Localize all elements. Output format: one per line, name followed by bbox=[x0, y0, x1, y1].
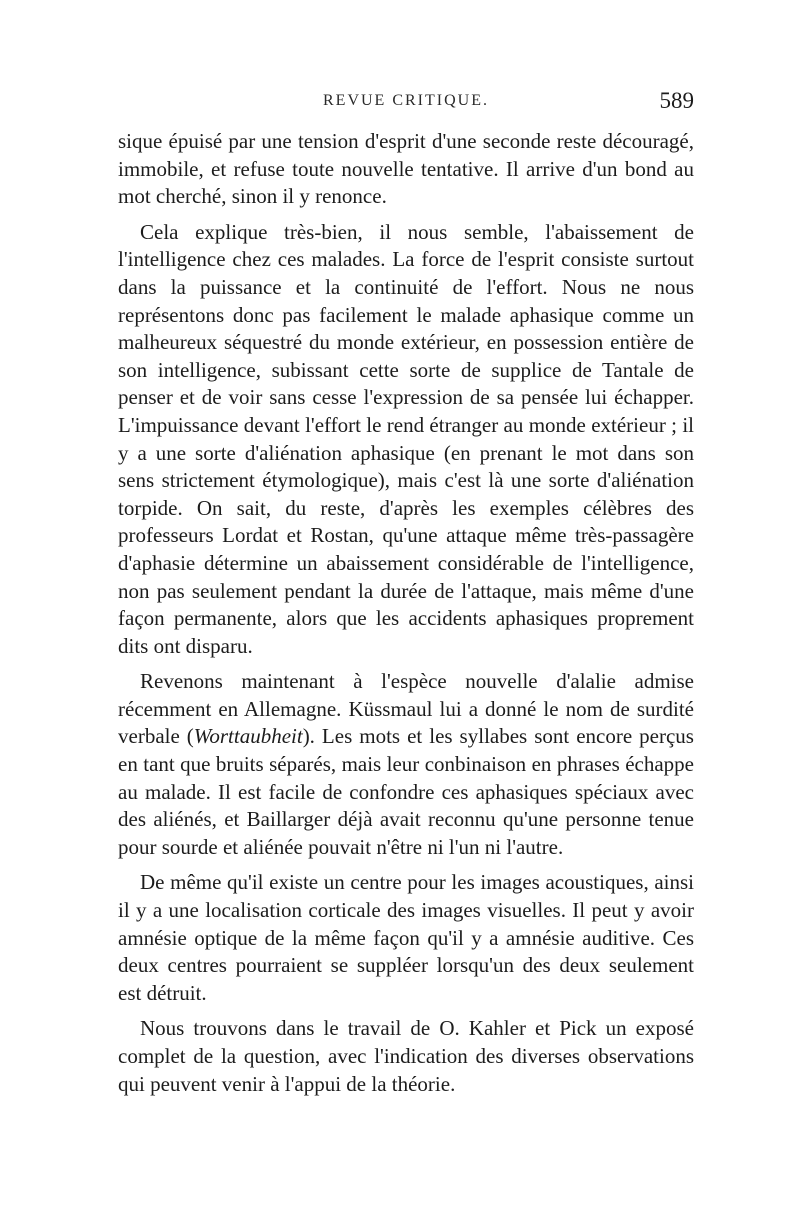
italic-term: Worttaubheit bbox=[193, 724, 303, 749]
paragraph-images-visuelles: De même qu'il existe un centre pour les images acoustiques, ainsi il y a une localisation corticale des images visuelles. Il peut y avoir amnésie optique de la même façon qu'il y a amnésie auditive. Ces deux centres pourraient se suppléer lorsqu'un des deux seulement est détruit. bbox=[118, 870, 694, 1005]
paragraph-text-before: Revenons maintenant à l'espèce nouvelle d'alalie admise récemment en Allemagne. Küssmaul lui a donné le nom de surdité verbale ( bbox=[118, 669, 694, 749]
page-number: 589 bbox=[659, 88, 694, 113]
paragraph-kahler-pick: Nous trouvons dans le travail de O. Kahler et Pick un exposé complet de la question, avec l'indication des diverses observations qui peuvent venir à l'appui de la théorie. bbox=[118, 1016, 694, 1096]
running-head bbox=[118, 88, 694, 122]
body-text bbox=[118, 128, 694, 1098]
paragraph-text-after: ). Les mots et les syllabes sont encore perçus en tant que bruits séparés, mais leur conbinaison en phrases échappe au malade. Il est facile de confondre ces aphasiques spéciaux avec des aliénés, et Baillarger déjà avait reconnu qu'une personne tenue pour sourde et aliénée pouvait n'être ni l'un ni l'autre. bbox=[118, 724, 694, 859]
paragraph-continued: sique épuisé par une tension d'esprit d'une seconde reste découragé, immobile, et refuse toute nouvelle tentative. Il arrive d'un bond au mot cherché, sinon il y renonce. bbox=[118, 129, 694, 209]
paragraph-intelligence: Cela explique très-bien, il nous semble, l'abaissement de l'intelligence chez ces malades. La force de l'esprit consiste surtout dans la puissance et la continuité de l'effort. Nous ne nous représentons donc pas facilement le malade aphasique comme un malheureux séquestré du monde extérieur, en possession entière de son intelligence, subissant cette sorte de supplice de Tantale de penser et de voir sans cesse l'expression de sa pensée lui échapper. L'impuissance devant l'effort le rend étranger au monde extérieur ; il y a une sorte d'aliénation aphasique (en prenant le mot dans son sens strictement étymologique), mais c'est là une sorte d'aliénation torpide. On sait, du reste, d'après les exemples célèbres des professeurs Lordat et Rostan, qu'une attaque même très-passagère d'aphasie détermine un abaissement considérable de l'intelligence, non pas seulement pendant la durée de l'attaque, mais même d'une façon permanente, alors que les accidents aphasiques proprement dits ont disparu. bbox=[118, 219, 694, 658]
running-title: REVUE CRITIQUE. bbox=[323, 92, 489, 109]
paragraph-surdite-verbale bbox=[118, 668, 694, 861]
